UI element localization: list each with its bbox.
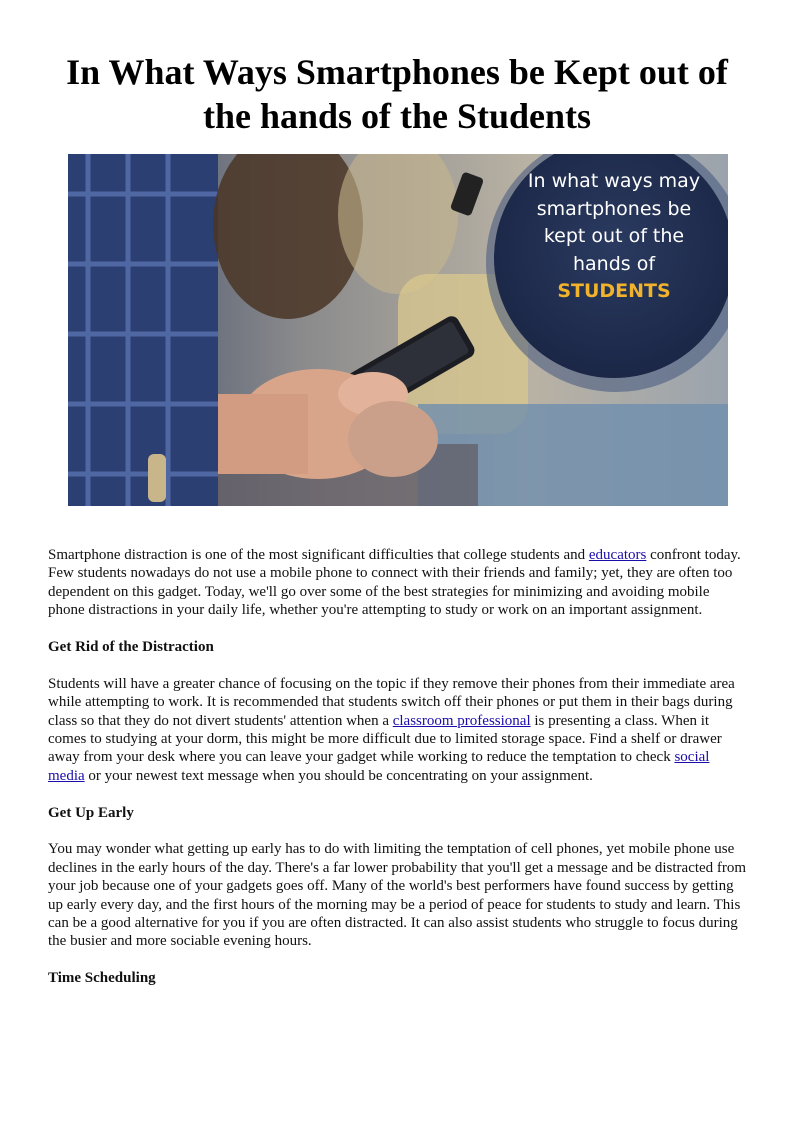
hero-caption-line: kept out of the	[543, 225, 685, 247]
paragraph-text: is presenting a class. When it comes to studying at your dorm, this might be more difficult due to limited storage space. Find a shelf or drawer away from your desk where you can leave your gadget while working to reduce the temptation to check	[48, 712, 722, 766]
hero-caption-line: In what ways may	[527, 170, 701, 192]
article-body	[48, 546, 748, 1006]
hero-caption-line: smartphones be	[536, 197, 692, 220]
paragraph-text: or your newest text message when you should be concentrating on your assignment.	[84, 767, 593, 784]
intro-text: confront today. Few students nowadays do not use a mobile phone to connect with their friends and family; yet, they are often too dependent on this gadget. Today, we'll go over some of the best strategies for minimizing and avoiding mobile phone distractions in your daily life, whether you're attempting to study or work on an important assignment.	[48, 547, 741, 619]
page-title: In What Ways Smartphones be Kept out of the hands of the Students	[66, 52, 728, 136]
classroom-professional-link[interactable]: classroom professional	[392, 712, 531, 729]
section-heading-time-scheduling: Time Scheduling	[48, 970, 156, 987]
hero-caption-accent: STUDENTS	[557, 280, 671, 302]
intro-text: Smartphone distraction is one of the most significant difficulties that college students and	[48, 547, 589, 563]
social-media-link[interactable]: social media	[48, 749, 710, 784]
educators-link[interactable]: educators	[588, 547, 647, 563]
section-heading-distraction: Get Rid of the Distraction	[48, 639, 214, 656]
intro-paragraph	[48, 546, 748, 620]
distraction-paragraph	[48, 675, 748, 785]
paragraph-text: Students will have a greater chance of focusing on the topic if they remove their phones from their immediate area while attempting to work. It is recommended that students switch off their phones or put them in their bags during class so that they do not divert students' attention when a	[48, 675, 735, 729]
get-up-early-paragraph: You may wonder what getting up early has to do with limiting the temptation of cell phones, yet mobile phone use declines in the early hours of the day. There's a far lower probability that you'll get a message and be distracted from your job because one of your gadgets goes off. Many of the world's best performers have found success by getting up early every day, and the first hours of the morning may be a period of peace for students to study and learn. This can be a good alternative for you if you are often distracted. It can also assist students who struggle to focus during the busier and more sociable evening hours.	[48, 841, 747, 950]
hero-caption	[498, 168, 730, 306]
hero-caption-line: hands of	[572, 252, 656, 275]
section-heading-get-up-early: Get Up Early	[48, 804, 134, 821]
